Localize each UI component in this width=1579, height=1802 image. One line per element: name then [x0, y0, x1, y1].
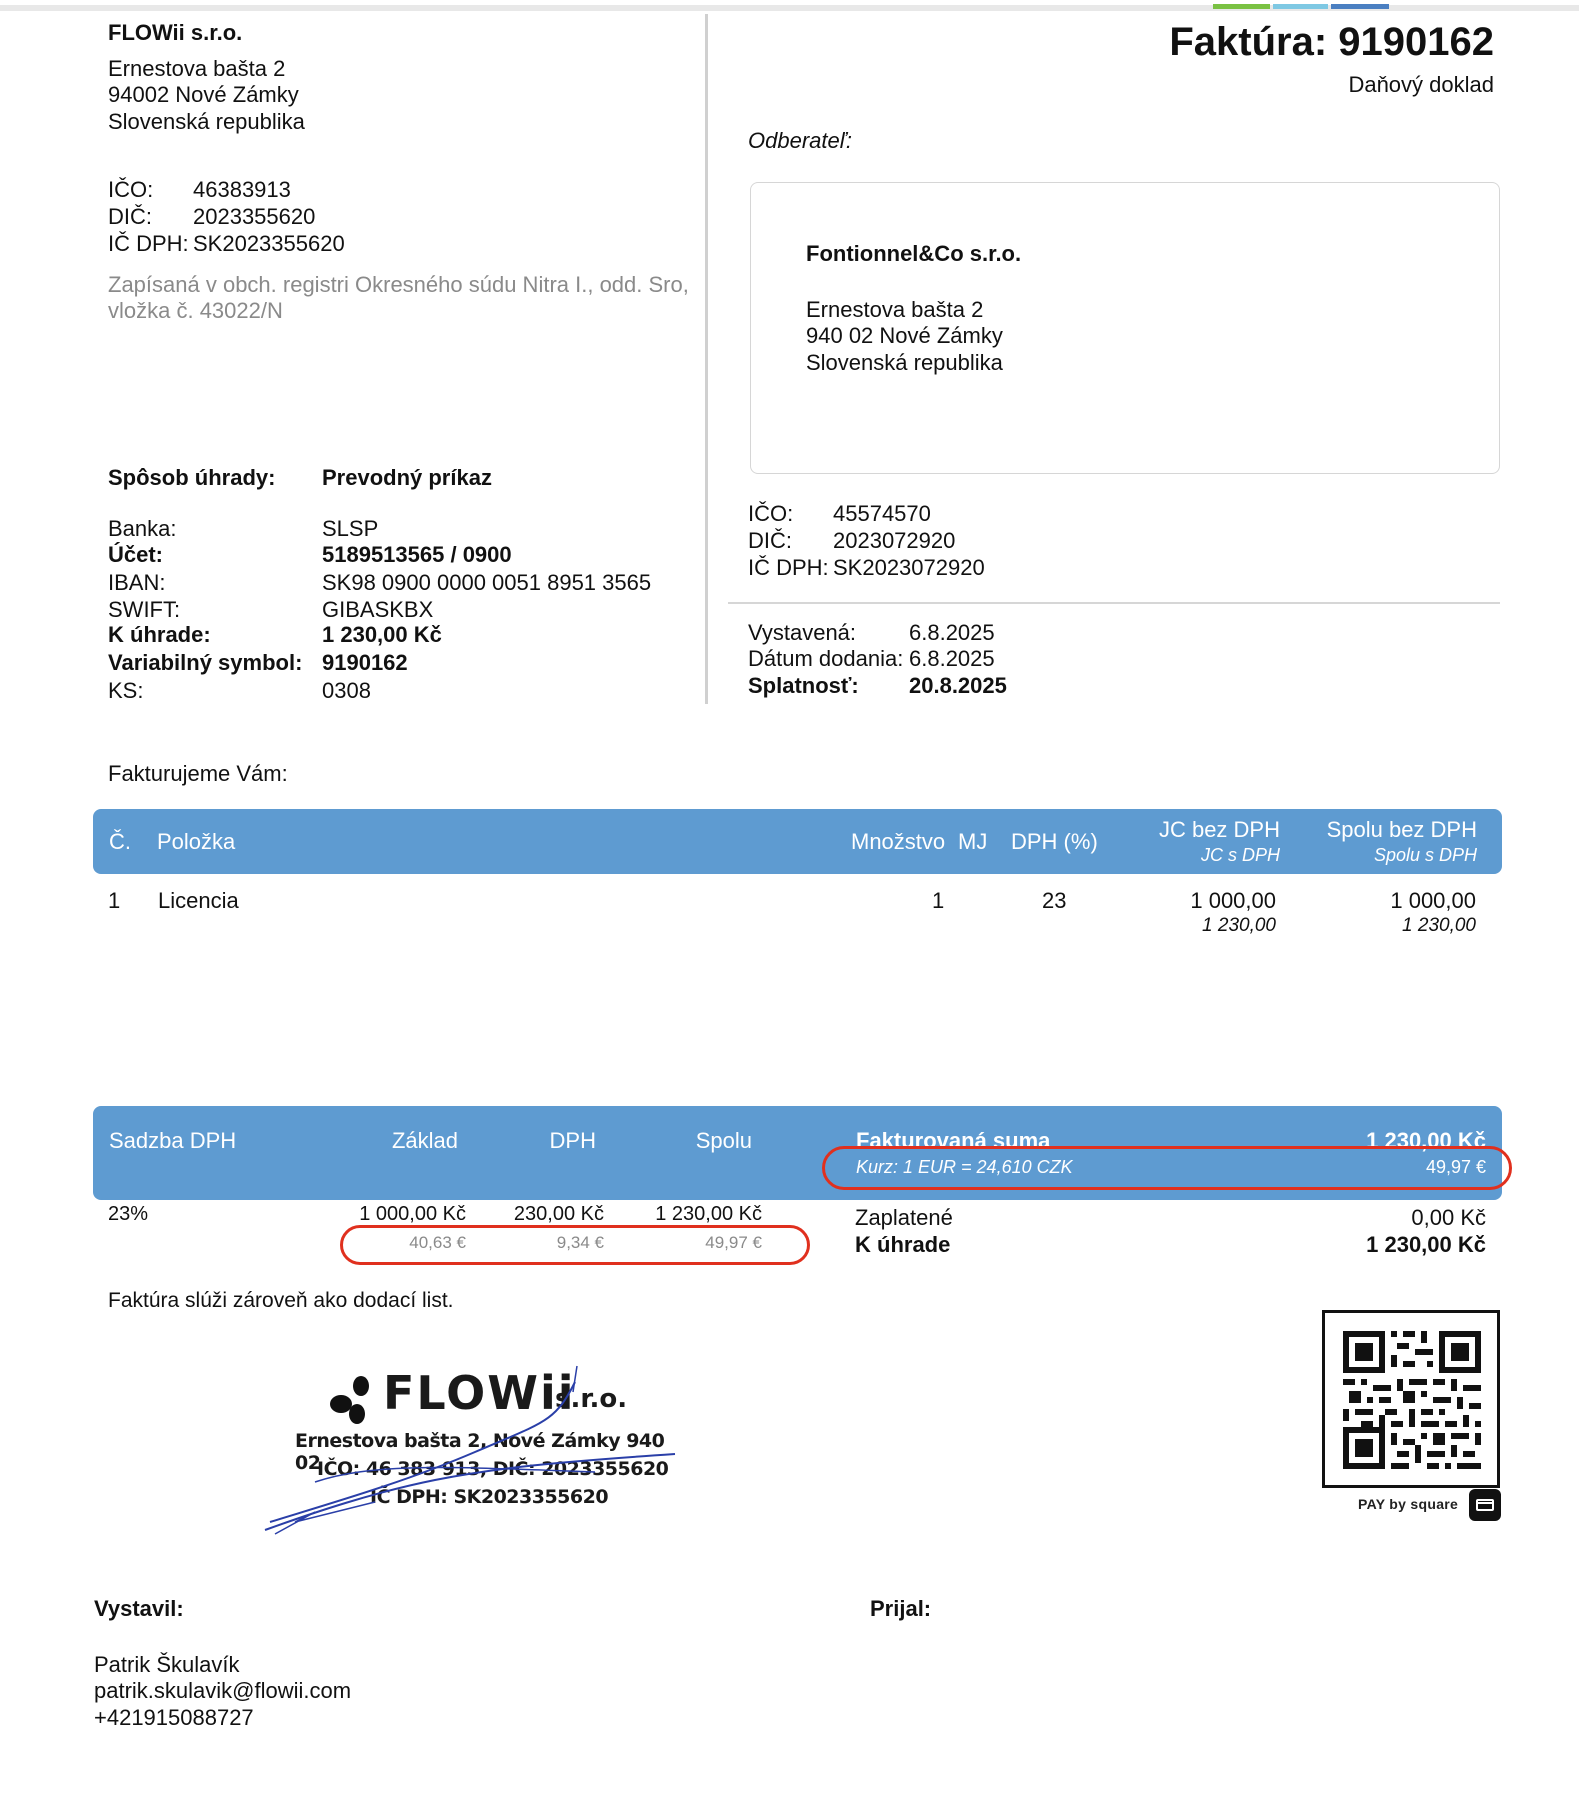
supplier-icdph: SK2023355620 — [193, 231, 345, 256]
ks: 0308 — [322, 678, 371, 703]
invoiced-sum: 1 230,00 Kč — [1366, 1128, 1486, 1153]
issuer-phone: +421915088727 — [94, 1705, 254, 1730]
brand-stripe-light-blue — [1273, 4, 1328, 9]
col-unit-header: MJ — [958, 829, 988, 854]
exchange-highlight — [822, 1146, 1512, 1190]
variable-symbol: 9190162 — [322, 650, 408, 675]
supplier-register-line2: vložka č. 43022/N — [108, 298, 283, 323]
invoiced-sum-label: Fakturovaná suma — [856, 1128, 1051, 1153]
swift-label: SWIFT: — [108, 597, 181, 622]
account: 5189513565 / 0900 — [322, 542, 512, 567]
qr-code-frame — [1322, 1310, 1500, 1488]
exchange-rate: Kurz: 1 EUR = 24,610 CZK — [856, 1157, 1073, 1177]
supplier-icdph-label: IČ DPH: — [108, 231, 189, 256]
due-date-label: Splatnosť: — [748, 673, 859, 698]
supplier-country: Slovenská republika — [108, 109, 305, 134]
bank-label: Banka: — [108, 516, 177, 541]
paid-amount: 0,00 Kč — [1411, 1205, 1486, 1230]
item-unit-price: 1 000,00 — [1190, 888, 1276, 913]
vat-base-eur: 40,63 € — [409, 1233, 466, 1252]
vat-base: 1 000,00 Kč — [359, 1203, 466, 1225]
stamp-address: Ernestova bašta 2, Nové Zámky 940 02 — [295, 1430, 665, 1474]
vat-total: 1 230,00 Kč — [655, 1203, 762, 1225]
brand-stripe-green — [1213, 4, 1270, 9]
payment-due-label: K úhrade: — [108, 622, 211, 647]
pay-by-square-label: PAY by square — [1358, 1496, 1459, 1512]
item-vat: 23 — [1042, 888, 1067, 913]
supplier-ico-label: IČO: — [108, 177, 154, 202]
supplier-register-line1: Zapísaná v obch. registri Okresného súdu Nitra I., odd. Sro, — [108, 272, 689, 297]
col-qty-header: Množstvo — [851, 829, 946, 854]
vat-amount: 230,00 Kč — [513, 1203, 604, 1225]
ks-label: KS: — [108, 678, 144, 703]
invoice-subtitle: Daňový doklad — [1348, 72, 1494, 97]
paid-label: Zaplatené — [855, 1205, 953, 1230]
vat-total-header: Spolu — [695, 1128, 752, 1153]
col-no-header: Č. — [109, 829, 131, 854]
bank: SLSP — [322, 516, 379, 541]
customer-dic: 2023072920 — [833, 528, 956, 553]
variable-symbol-label: Variabilný symbol: — [108, 650, 303, 675]
stamp-suffix: s.r.o. — [555, 1384, 628, 1414]
total-due: 1 230,00 Kč — [1366, 1232, 1486, 1257]
customer-address-box — [750, 182, 1500, 474]
delivery-note: Faktúra slúži zároveň ako dodací list. — [108, 1289, 454, 1312]
delivery-date: 6.8.2025 — [909, 646, 995, 671]
item-no: 1 — [108, 888, 121, 913]
issuer-label: Vystavil: — [94, 1596, 184, 1621]
qr-code-icon — [1343, 1331, 1481, 1469]
customer-name: Fontionnel&Co s.r.o. — [806, 241, 1022, 266]
customer-country: Slovenská republika — [806, 350, 1003, 375]
vat-base-header: Základ — [391, 1128, 458, 1153]
payment-method-label: Spôsob úhrady: — [108, 465, 276, 490]
stamp-logo: FLOWii — [383, 1366, 576, 1420]
stamp-vat-id: IČ DPH: SK2023355620 — [370, 1486, 609, 1508]
customer-city: 940 02 Nové Zámky — [806, 323, 1003, 348]
customer-label: Odberateľ: — [748, 128, 853, 153]
swift: GIBASKBX — [322, 597, 434, 622]
col-total-vat-header: Spolu s DPH — [1373, 845, 1477, 865]
issuer-name: Patrik Škulavík — [94, 1652, 240, 1677]
item-total-vat: 1 230,00 — [1402, 915, 1476, 936]
col-item-header: Položka — [157, 829, 236, 854]
vat-rate: 23% — [108, 1203, 149, 1225]
account-label: Účet: — [108, 542, 164, 567]
customer-ico-label: IČO: — [748, 501, 794, 526]
vat-rate-header: Sadzba DPH — [109, 1128, 237, 1153]
card-icon — [1469, 1489, 1501, 1521]
supplier-dic-label: DIČ: — [108, 204, 152, 229]
total-due-label: K úhrade — [855, 1232, 951, 1257]
payment-due-amount: 1 230,00 Kč — [322, 622, 442, 647]
column-divider — [705, 14, 708, 704]
issuer-email[interactable]: patrik.skulavik@flowii.com — [94, 1678, 352, 1703]
col-unit-price-vat-header: JC s DPH — [1200, 845, 1280, 865]
issued-label: Vystavená: — [748, 620, 857, 645]
receiver-label: Prijal: — [870, 1596, 932, 1621]
customer-street: Ernestova bašta 2 — [806, 297, 984, 322]
invoice-title: Faktúra: 9190162 — [1169, 20, 1494, 64]
stamp-ids: IČO: 46 383 913, DIČ: 2023355620 — [317, 1458, 669, 1480]
brand-stripe-blue — [1331, 4, 1389, 9]
vat-amount-eur: 9,34 € — [556, 1233, 604, 1252]
customer-icdph: SK2023072920 — [833, 555, 985, 580]
supplier-name: FLOWii s.r.o. — [108, 20, 243, 45]
signature-icon — [255, 1362, 695, 1537]
item-unit-price-vat: 1 230,00 — [1202, 915, 1276, 936]
items-header — [93, 809, 1502, 874]
delivery-label: Dátum dodania: — [748, 646, 904, 671]
supplier-dic: 2023355620 — [193, 204, 316, 229]
eur-highlight — [340, 1225, 810, 1265]
items-intro: Fakturujeme Vám: — [108, 761, 288, 786]
invoiced-sum-eur: 49,97 € — [1425, 1157, 1486, 1177]
customer-dic-label: DIČ: — [748, 528, 792, 553]
iban-label: IBAN: — [108, 570, 166, 595]
col-total-header: Spolu bez DPH — [1326, 817, 1477, 842]
item-qty: 1 — [932, 888, 945, 913]
iban: SK98 0900 0000 0051 8951 3565 — [322, 570, 652, 595]
vat-total-eur: 49,97 € — [705, 1233, 762, 1252]
col-unit-price-header: JC bez DPH — [1158, 817, 1280, 842]
item-total: 1 000,00 — [1390, 888, 1476, 913]
vat-amount-header: DPH — [549, 1128, 596, 1153]
supplier-ico: 46383913 — [193, 177, 291, 202]
due-date: 20.8.2025 — [909, 673, 1007, 698]
issued-date: 6.8.2025 — [909, 620, 995, 645]
payment-method: Prevodný príkaz — [322, 465, 492, 490]
customer-ico: 45574570 — [833, 501, 931, 526]
supplier-street: Ernestova bašta 2 — [108, 56, 286, 81]
item-name: Licencia — [158, 888, 239, 913]
col-vat-header: DPH (%) — [1011, 829, 1098, 854]
dates-divider — [728, 602, 1500, 604]
supplier-city: 94002 Nové Zámky — [108, 82, 299, 107]
company-stamp — [255, 1362, 695, 1537]
customer-icdph-label: IČ DPH: — [748, 555, 829, 580]
